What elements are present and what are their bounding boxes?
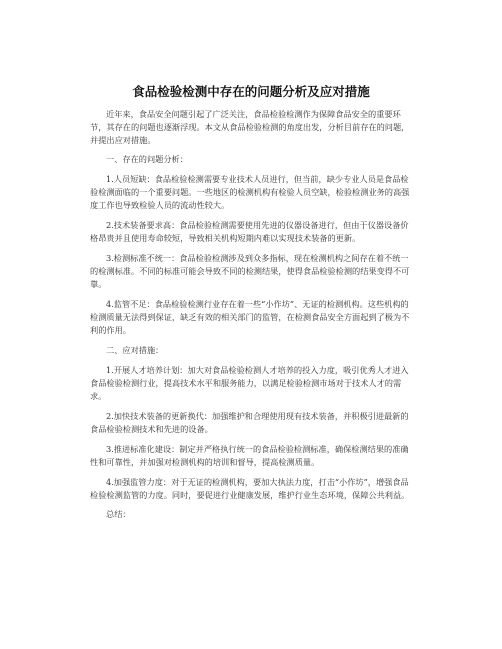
section-heading-measures: 二、应对措施： — [106, 345, 164, 355]
problem-paragraph-2: 2.技术装备要求高：食品检验检测需要使用先进的仪器设备进行，但由于仪器设备价格昂贵并且使用寿命较短，导致相关机构短期内难以实现技术装备的更新。 — [90, 220, 409, 243]
measure-paragraph-2: 2.加快技术装备的更新换代：加强维护和合理使用现有技术装备，并积极引进最新的食品检验检测技术和先进的设备。 — [90, 411, 409, 434]
document-title: 食品检验检测中存在的问题分析及应对措施 — [132, 84, 370, 99]
problem-paragraph-1: 1.人员短缺：食品检验检测需要专业技术人员进行，但当前，缺少专业人员是食品检验检测面临的一个重要问题。一些地区的检测机构有检验人员空缺，检验检测业务的高强度工作也导致检验人员的流动性较大。 — [90, 174, 410, 210]
problem-paragraph-3: 3.检测标准不统一：食品检验检测涉及到众多指标，现在检测机构之间存在着不统一的检测标准。不同的标准可能会导致不同的检测结果，使得食品检验检测的结果变得不可靠。 — [90, 253, 410, 289]
measure-paragraph-3: 3.推进标准化建设：制定并严格执行统一的食品检验检测标准，确保检测结果的准确性和可靠性，并加强对检测机构的培训和督导，提高检测质量。 — [90, 444, 409, 467]
measure-paragraph-1: 1.开展人才培养计划：加大对食品检验检测人才培养的投入力度，吸引优秀人才进入食品检验检测行业，提高技术水平和服务能力，以满足检验检测市场对于技术人才的需求。 — [90, 365, 409, 401]
intro-paragraph: 近年来，食品安全问题引起了广泛关注，食品检验检测作为保障食品安全的重要环节，其存在的问题也逐渐浮现。本文从食品检验检测的角度出发，分析目前存在的问题，并提出应对措施。 — [90, 109, 410, 145]
section-heading-problems: 一、存在的问题分析： — [106, 154, 188, 164]
summary-heading: 总结： — [106, 509, 131, 519]
measure-paragraph-4: 4.加强监管力度：对于无证的检测机构，要加大执法力度，打击“小作坊”，增强食品检验检测监管的力度。同时，要促进行业健康发展，维护行业生态环境，保障公共利益。 — [90, 477, 410, 500]
document-body — [90, 104, 410, 521]
problem-paragraph-4: 4.监管不足：食品检验检测行业存在着一些“小作坊”、无证的检测机构。这些机构的检测质量无法得到保证，缺乏有效的相关部门的监管，在检测食品安全方面起到了极为不利的作用。 — [90, 299, 410, 335]
